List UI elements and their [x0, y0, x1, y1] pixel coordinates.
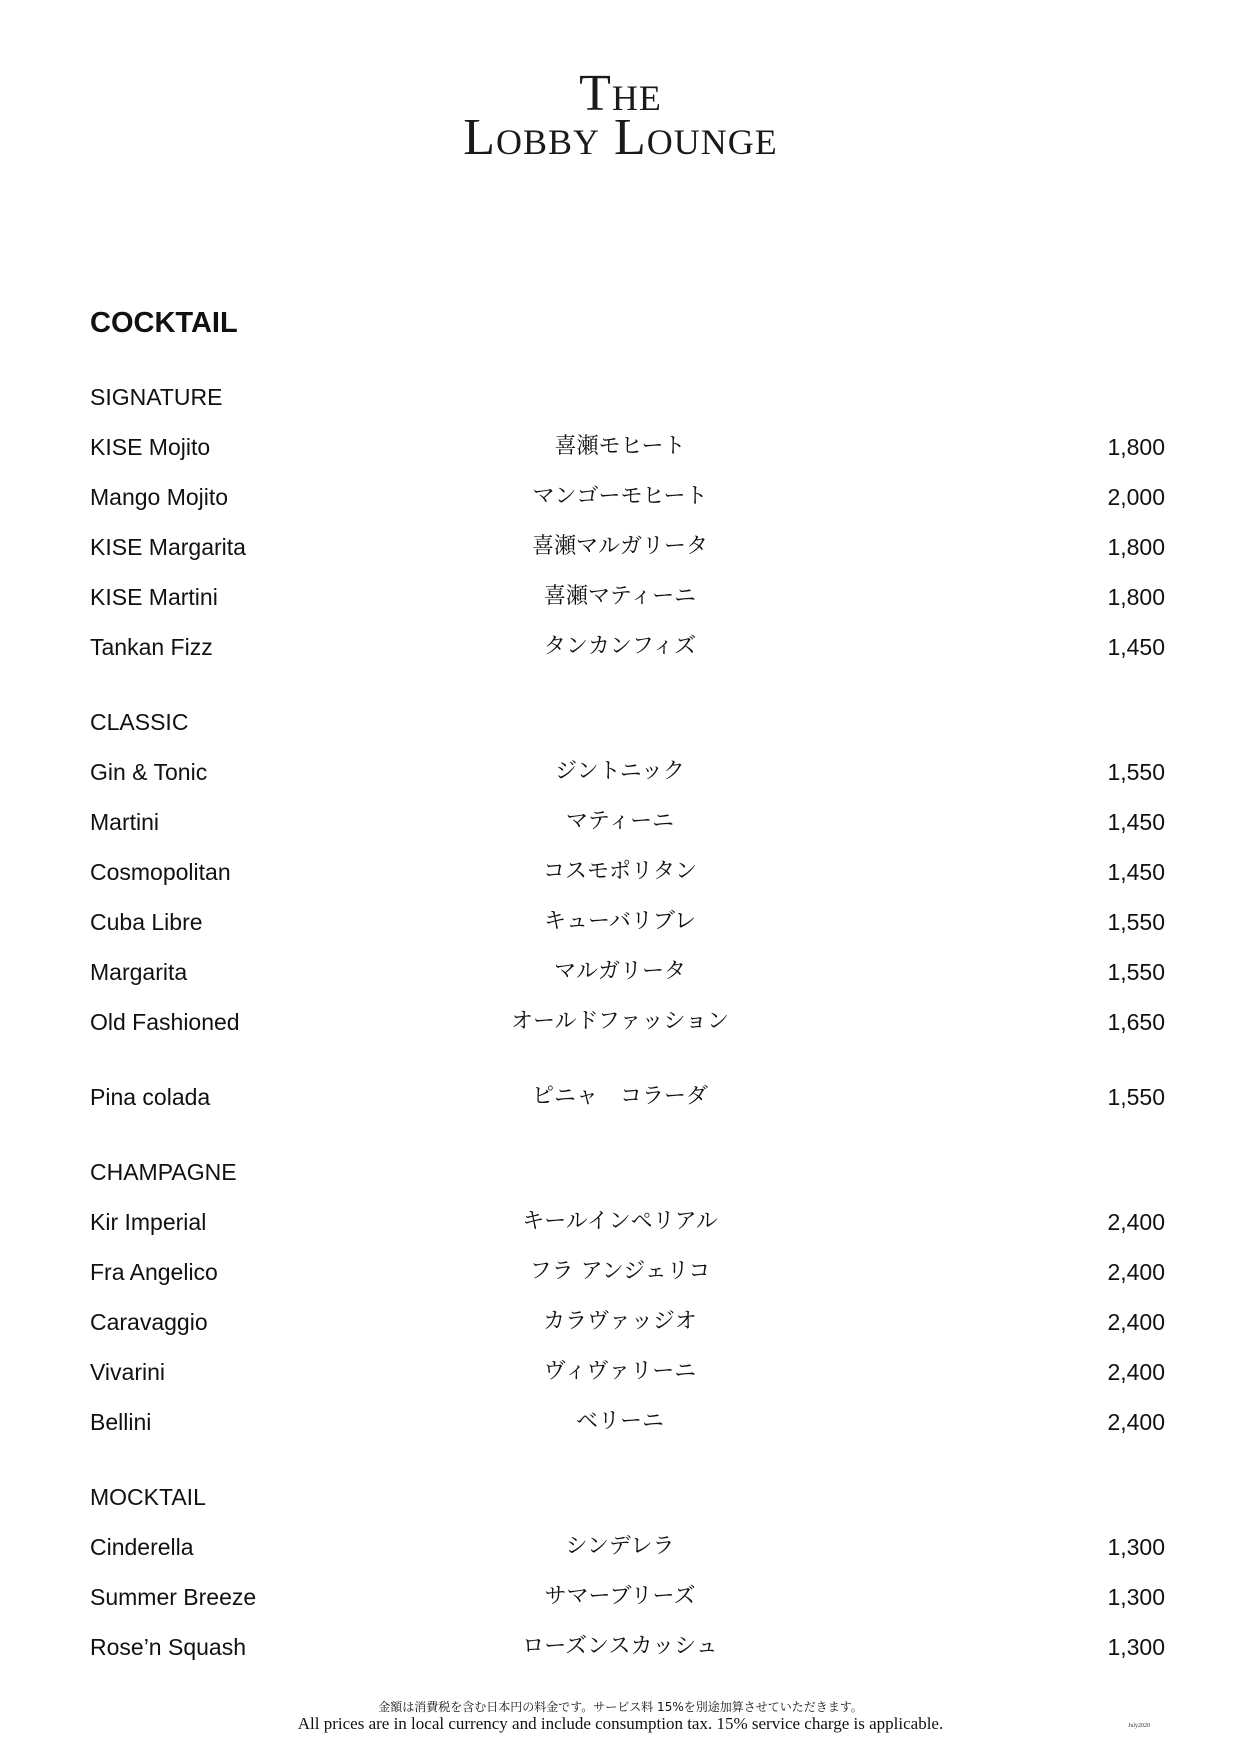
- item-name-en: Cosmopolitan: [90, 859, 231, 885]
- menu-item: [0, 530, 1241, 564]
- item-name-jp: サマーブリーズ: [544, 1584, 696, 1609]
- item-name-en: Old Fashioned: [90, 1009, 240, 1035]
- item-price: 1,550: [1107, 1084, 1165, 1110]
- item-name-jp: 喜瀬モヒート: [554, 434, 686, 459]
- item-price: 1,800: [1107, 584, 1165, 610]
- menu-item: [0, 1080, 1241, 1114]
- item-name-jp: シンデレラ: [565, 1534, 675, 1559]
- item-price: 2,400: [1107, 1259, 1165, 1285]
- section-title-champagne: CHAMPAGNE: [90, 1159, 237, 1185]
- item-name-jp: コスモポリタン: [542, 859, 697, 884]
- item-name-jp: 喜瀬マルガリータ: [531, 534, 708, 559]
- item-price: 1,550: [1107, 959, 1165, 985]
- menu-heading: COCKTAIL: [90, 307, 238, 339]
- item-price: 2,400: [1107, 1209, 1165, 1235]
- item-name-jp: マンゴーモヒート: [532, 484, 708, 509]
- item-name-en: Pina colada: [90, 1084, 211, 1110]
- item-name-en: Gin & Tonic: [90, 759, 208, 785]
- menu-item: [0, 1305, 1241, 1339]
- item-name-en: KISE Margarita: [90, 534, 246, 560]
- logo-line-1: The: [579, 65, 662, 122]
- item-price: 1,300: [1107, 1634, 1165, 1660]
- item-name-en: Martini: [90, 809, 160, 835]
- item-price: 1,550: [1107, 909, 1165, 935]
- item-name-jp: カラヴァッジオ: [543, 1309, 697, 1334]
- menu-item: [0, 1005, 1241, 1039]
- menu-item: [0, 1355, 1241, 1389]
- item-price: 1,800: [1107, 534, 1165, 560]
- item-name-en: Cinderella: [90, 1534, 194, 1560]
- item-name-jp: マルガリータ: [553, 959, 686, 984]
- item-name-jp: ピニャ コラーダ: [531, 1084, 708, 1109]
- menu-item: [0, 905, 1241, 939]
- item-price: 1,550: [1107, 759, 1165, 785]
- item-name-en: KISE Martini: [90, 584, 218, 610]
- item-price: 1,300: [1107, 1584, 1165, 1610]
- menu-item: [0, 805, 1241, 839]
- item-name-jp: 喜瀬マティーニ: [543, 584, 697, 609]
- item-price: 2,400: [1107, 1359, 1165, 1385]
- item-name-jp: オールドファッション: [510, 1009, 730, 1034]
- item-name-jp: マティーニ: [565, 809, 675, 834]
- menu-item: [0, 1255, 1241, 1289]
- menu-item: [0, 1405, 1241, 1439]
- item-name-en: Summer Breeze: [90, 1584, 257, 1610]
- item-name-jp: ヴィヴァリーニ: [543, 1359, 697, 1384]
- item-name-jp: フラ アンジェリコ: [529, 1259, 711, 1284]
- item-price: 1,800: [1107, 434, 1165, 460]
- item-price: 2,400: [1107, 1309, 1165, 1335]
- menu-item: [0, 430, 1241, 464]
- item-name-en: KISE Mojito: [90, 434, 211, 460]
- item-name-en: Margarita: [90, 959, 188, 985]
- item-name-jp: キールインペリアル: [522, 1209, 718, 1234]
- footer-note-jp: 金額は消費税を含む日本円の料金です。サービス料 15%を別途加算させていただきます。: [378, 1700, 863, 1714]
- item-name-en: Vivarini: [90, 1359, 165, 1385]
- footer-code: July2020: [1128, 1723, 1151, 1729]
- item-name-en: Caravaggio: [90, 1309, 208, 1335]
- item-name-en: Rose’n Squash: [90, 1634, 246, 1660]
- section-title-signature: SIGNATURE: [90, 384, 223, 410]
- item-price: 2,400: [1107, 1409, 1165, 1435]
- menu-item: [0, 1630, 1241, 1664]
- menu-item: [0, 755, 1241, 789]
- section-title-mocktail: MOCKTAIL: [90, 1484, 206, 1510]
- footer-note-en: All prices are in local currency and include consumption tax. 15% service charge is applicable.: [297, 1714, 944, 1733]
- item-price: 1,450: [1107, 634, 1165, 660]
- menu-item: [0, 1530, 1241, 1564]
- item-name-en: Kir Imperial: [90, 1209, 207, 1235]
- item-name-jp: ジントニック: [555, 759, 685, 784]
- menu-item: [0, 480, 1241, 514]
- item-price: 1,300: [1107, 1534, 1165, 1560]
- item-name-jp: ローズンスカッシュ: [522, 1634, 718, 1659]
- logo-line-2: Lobby Lounge: [463, 109, 778, 166]
- item-price: 2,000: [1107, 484, 1165, 510]
- item-name-en: Mango Mojito: [90, 484, 229, 510]
- item-name-en: Tankan Fizz: [90, 634, 213, 660]
- item-price: 1,450: [1107, 859, 1165, 885]
- item-name-jp: ベリーニ: [575, 1409, 664, 1434]
- item-name-jp: キューバリブレ: [543, 909, 697, 934]
- menu-item: [0, 1580, 1241, 1614]
- item-price: 1,450: [1107, 809, 1165, 835]
- item-price: 1,650: [1107, 1009, 1165, 1035]
- item-name-en: Bellini: [90, 1409, 152, 1435]
- menu-item: [0, 580, 1241, 614]
- menu-item: [0, 1205, 1241, 1239]
- item-name-en: Cuba Libre: [90, 909, 203, 935]
- section-title-classic: CLASSIC: [90, 709, 189, 735]
- item-name-jp: タンカンフィズ: [543, 634, 697, 659]
- menu-item: [0, 630, 1241, 664]
- menu-item: [0, 855, 1241, 889]
- item-name-en: Fra Angelico: [90, 1259, 218, 1285]
- menu-item: [0, 955, 1241, 989]
